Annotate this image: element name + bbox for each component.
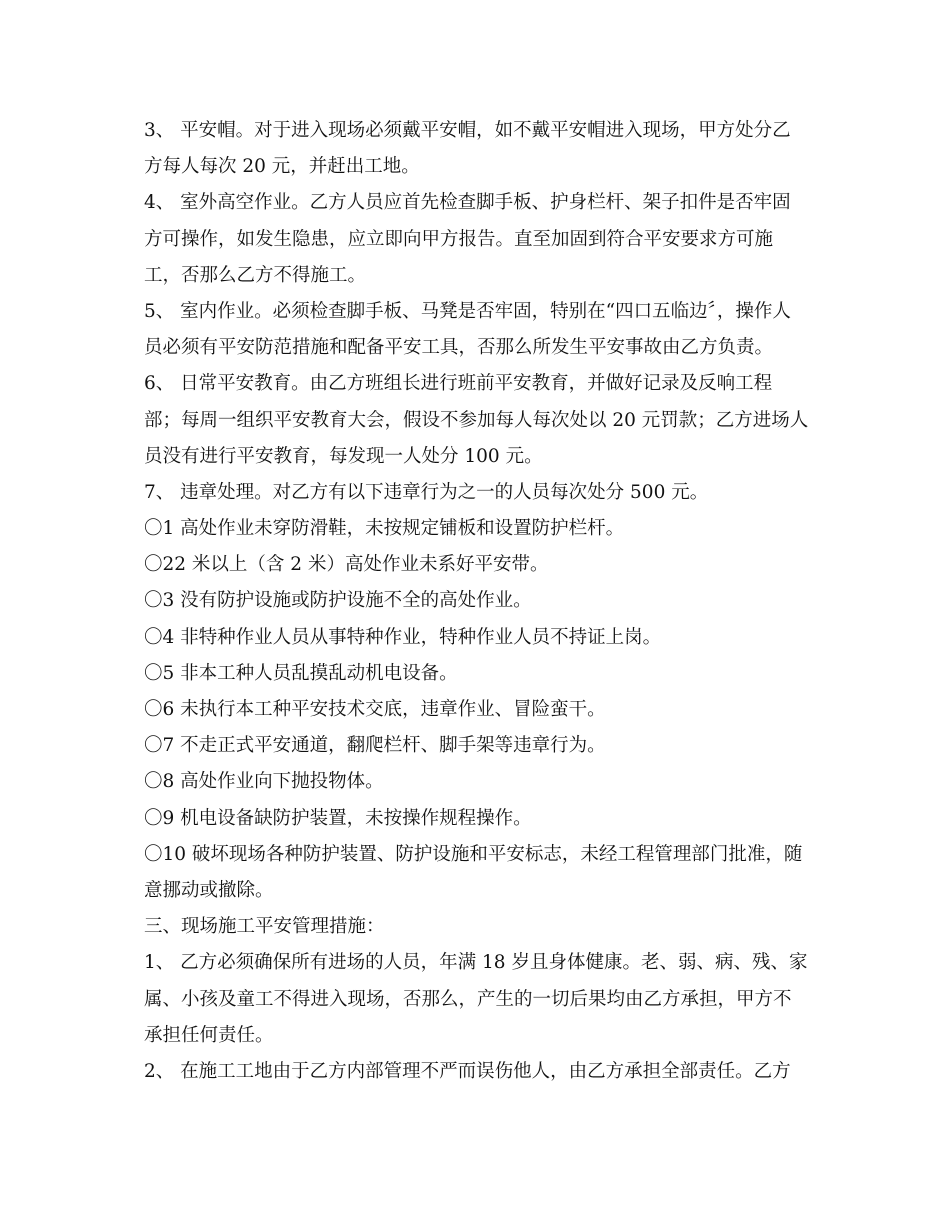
document-body (144, 113, 810, 1090)
text-line: 方每人每次 20 元，并赶出工地。 (144, 156, 420, 178)
violation-item: 〇5 非本工种人员乱摸乱动机电设备。 (144, 662, 458, 684)
violation-item: 〇7 不走正式平安通道，翻爬栏杆、脚手架等违章行为。 (144, 735, 606, 757)
text-line: 3、 平安帽。对于进入现场必须戴平安帽，如不戴平安帽进入现场，甲方处分乙 (144, 120, 791, 141)
violation-item: 〇1 高处作业未穿防滑鞋，未按规定铺板和设置防护栏杆。 (144, 518, 625, 540)
text-line: 7、 违章处理。对乙方有以下违章行为之一的人员每次处分 500 元。 (144, 481, 709, 503)
violation-item: 〇3 没有防护设施或防护设施不全的高处作业。 (144, 590, 532, 612)
text-line: 4、 室外高空作业。乙方人员应首先检查脚手板、护身栏杆、架子扣件是否牢固 (144, 192, 791, 214)
violation-item: 〇9 机电设备缺防护装置，未按操作规程操作。 (144, 807, 532, 829)
violation-item: 〇22 米以上（含 2 米）高处作业未系好平安带。 (144, 554, 549, 576)
violation-item: 〇8 高处作业向下抛投物体。 (144, 771, 384, 793)
violation-item: 〇4 非特种作业人员从事特种作业，特种作业人员不持证上岗。 (144, 626, 662, 648)
text-line: 意挪动或撤除。 (144, 879, 274, 901)
violation-item: 〇6 未执行本工种平安技术交底，违章作业、冒险蛮干。 (144, 699, 606, 720)
text-line: 5、 室内作业。必须检查脚手板、马凳是否牢固，特别在“四口五临边〞，操作人 (144, 300, 791, 322)
text-line: 员没有进行平安教育，每发现一人处分 100 元。 (144, 445, 543, 467)
text-line: 员必须有平安防范措施和配备平安工具，否那么所发生平安事故由乙方负责。 (144, 337, 774, 359)
violation-item: 〇10 破坏现场各种防护装置、防护设施和平安标志，未经工程管理部门批准，随 (144, 843, 803, 865)
text-line: 部；每周一组织平安教育大会，假设不参加每人每次处以 20 元罚款；乙方进场人 (144, 409, 809, 431)
text-line: 承担任何责任。 (144, 1024, 274, 1046)
text-line: 工，否那么乙方不得施工。 (144, 264, 367, 286)
section-heading: 三、现场施工平安管理措施： (144, 916, 385, 938)
text-line: 1、 乙方必须确保所有进场的人员，年满 18 岁且身体健康。老、弱、病、残、家 (144, 952, 808, 974)
text-line: 属、小孩及童工不得进入现场，否那么，产生的一切后果均由乙方承担，甲方不 (144, 988, 792, 1010)
text-line: 6、 日常平安教育。由乙方班组长进行班前平安教育，并做好记录及反响工程 (144, 373, 773, 395)
text-line: 2、 在施工工地由于乙方内部管理不严而误伤他人，由乙方承担全部责任。乙方 (144, 1060, 791, 1082)
text-line: 方可操作，如发生隐患，应立即向甲方报告。直至加固到符合平安要求方可施 (144, 228, 774, 250)
